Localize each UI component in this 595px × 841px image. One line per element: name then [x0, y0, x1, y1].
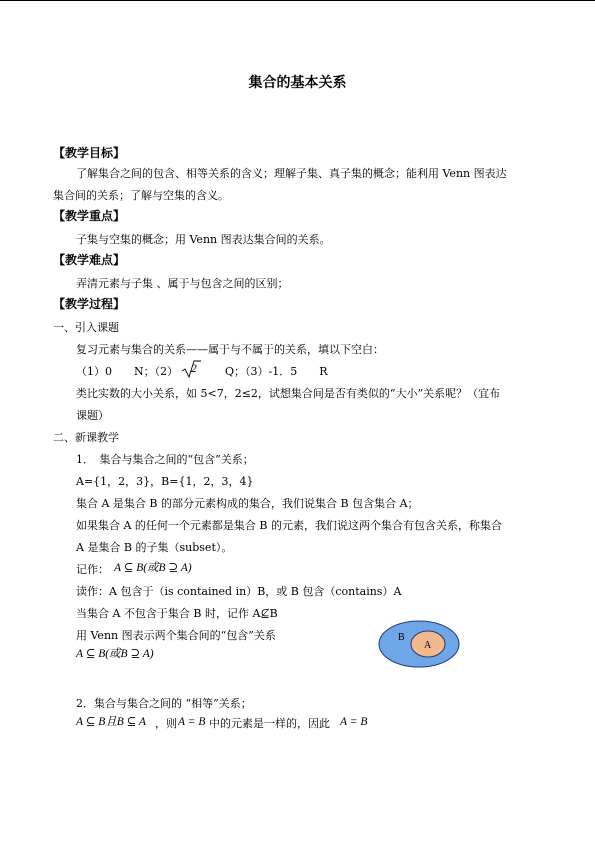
venn-intro-text: 用 Venn 图表示两个集合间的“包含”关系 — [76, 629, 276, 642]
set-example: A={1，2，3}，B={1，2，3，4} — [76, 475, 254, 488]
venn-label-a: A — [424, 640, 432, 651]
goals-line-1: 了解集合之间的包含、相等关系的含义；理解子集、真子集的概念；能利用 Venn 图表达 — [76, 167, 507, 180]
venn-diagram — [378, 620, 462, 668]
key-line-1: 子集与空集的概念；用 Venn 图表达集合间的关系。 — [76, 233, 331, 246]
venn-label-b: B — [398, 632, 405, 643]
venn-formula: A ⊆ B(或B ⊇ A) — [76, 648, 154, 660]
key-heading: 【教学重点】 — [53, 209, 126, 223]
notation-formula: A ⊆ B(或B ⊇ A) — [114, 562, 192, 574]
goals-heading: 【教学目标】 — [53, 146, 126, 160]
blank-item-b: Q；（3）-1．5 R — [225, 365, 328, 378]
item2-title: 2．集合与集合之间的 “相等”关系； — [76, 697, 252, 710]
analogy-line-1: 类比实数的大小关系，如 5<7，2≤2，试想集合间是否有类似的“大小”关系呢？（宜布 — [76, 387, 501, 400]
equal-condition: A ⊆ B且B ⊆ A — [76, 716, 146, 728]
blank-item-a: （1）0 N；（2） — [76, 365, 179, 378]
difficult-heading: 【教学难点】 — [53, 253, 126, 267]
part2-heading: 二、新课教学 — [53, 431, 119, 444]
page-title: 集合的基本关系 — [248, 75, 347, 91]
process-heading: 【教学过程】 — [53, 297, 126, 311]
top-rule — [0, 0, 595, 1]
goals-line-2: 集合间的关系；了解与空集的含义。 — [53, 189, 229, 202]
equal-formula-1: A = B — [178, 716, 206, 728]
review-text: 复习元素与集合的关系——属于与不属于的关系，填以下空白： — [76, 343, 384, 356]
notation-label: 记作： — [76, 563, 109, 576]
equal-formula-2: A = B — [340, 716, 368, 728]
reading-text: 读作：A 包含于（is contained in）B，或 B 包含（contains）A — [76, 585, 402, 598]
subset-definition-2: A 是集合 B 的子集（subset）。 — [76, 541, 233, 554]
item1-title: 1． 集合与集合之间的“包含”关系； — [76, 453, 254, 466]
analogy-line-2: 课题） — [76, 409, 109, 422]
subset-definition-1: 如果集合 A 的任何一个元素都是集合 B 的元素，我们说这两个集合有包含关系，称集合 — [76, 519, 503, 532]
part1-heading: 一、引入课题 — [53, 321, 119, 334]
equal-tail-text: 中的元素是一样的，因此 — [209, 717, 330, 730]
not-contained-text: 当集合 A 不包含于集合 B 时，记作 A⊈B — [76, 607, 278, 620]
difficult-line-1: 弄清元素与子集 、属于与包含之间的区别； — [76, 277, 289, 290]
sqrt-argument: 2 — [191, 363, 197, 375]
subset-description: 集合 A 是集合 B 的部分元素构成的集合，我们说集合 B 包含集合 A； — [76, 497, 419, 510]
equal-mid-text: ，则 — [155, 717, 177, 730]
